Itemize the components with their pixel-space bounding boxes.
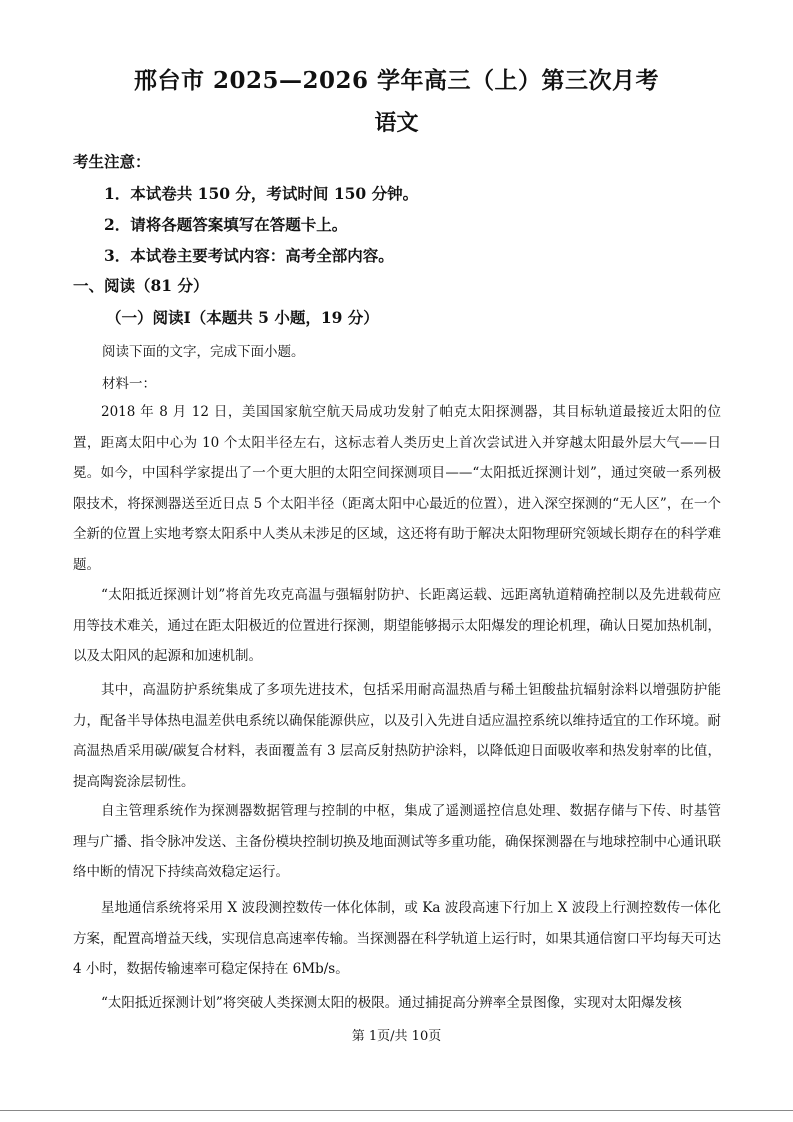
bottom-divider (0, 1110, 793, 1111)
reading-instruction: 阅读下面的文字，完成下面小题。 (102, 344, 305, 360)
notice-item-1: 1．本试卷共 150 分，考试时间 150 分钟。 (104, 184, 419, 203)
paragraph-1: 2018 年 8 月 12 日，美国国家航空航天局成功发射了帕克太阳探测器，其目标轨道最接近太阳的位置，距离太阳中心为 10 个太阳半径左右，这标志着人类历史上首次尝试进入并穿越太阳最外层大气——日冕。如今，中国科学家提出了一个更大胆的太阳空间探测项目——“太阳抵近探测计划”，通过突破一系列极限技术，将探测器送至近日点 5 个太阳半径（距离太阳中心最近的位置），进入深空探测的“无人区”，在一个全新的位置上实地考察太阳系中人类从未涉足的区域，这还将有助于解决太阳物理研究领域长期存在的科学难题。 (73, 404, 721, 573)
paragraph-6: “太阳抵近探测计划”将突破人类探测太阳的极限。通过捕捉高分辨率全景图像，实现对太阳爆发核 (101, 995, 682, 1011)
paragraph-3: 其中，高温防护系统集成了多项先进技术，包括采用耐高温热盾与稀土钽酸盐抗辐射涂料以增强防护能力，配备半导体热电温差供电系统以确保能源供应，以及引入先进自适应温控系统以维持适宜的工作环境。耐高温热盾采用碳/碳复合材料，表面覆盖有 3 层高反射热防护涂料，以降低迎日面吸收率和热发射率的比值，提高陶瓷涂层韧性。 (73, 682, 721, 790)
subsection-heading: （一）阅读Ⅰ（本题共 5 小题，19 分） (106, 308, 379, 327)
page-number: 第 1页/共 10页 (351, 1029, 442, 1044)
subject-title: 语文 (374, 110, 419, 136)
paragraph-5: 星地通信系统将采用 X 波段测控数传一体化体制，或 Ka 波段高速下行加上 X 波段上行测控数传一体化方案，配置高增益天线，实现信息高速率传输。当探测器在科学轨道上运行时，如果其通信窗口平均每天可达 4 小时，数据传输速率可稳定保持在 6Mb/s。 (73, 900, 721, 977)
notice-heading: 考生注意： (73, 152, 151, 171)
section-heading: 一、阅读（81 分） (73, 276, 209, 295)
paragraph-2: “太阳抵近探测计划”将首先攻克高温与强辐射防护、长距离运载、远距离轨道精确控制以及先进载荷应用等技术难关，通过在距太阳极近的位置进行探测，期望能够揭示太阳爆发的理论机理，确认日冕加热机制，以及太阳风的起源和加速机制。 (73, 587, 721, 664)
notice-item-2: 2．请将各题答案填写在答题卡上。 (104, 215, 348, 234)
paragraph-4: 自主管理系统作为探测器数据管理与控制的中枢，集成了遥测遥控信息处理、数据存储与下传、时基管理与广播、指令脉冲发送、主备份模块控制切换及地面测试等多重功能，确保探测器在与地球控制中心通讯联络中断的情况下持续高效稳定运行。 (73, 803, 721, 880)
exam-title: 邢台市 2025—2026 学年高三（上）第三次月考 (133, 67, 660, 94)
material-label: 材料一： (102, 376, 156, 392)
notice-item-3: 3．本试卷主要考试内容：高考全部内容。 (104, 246, 394, 265)
